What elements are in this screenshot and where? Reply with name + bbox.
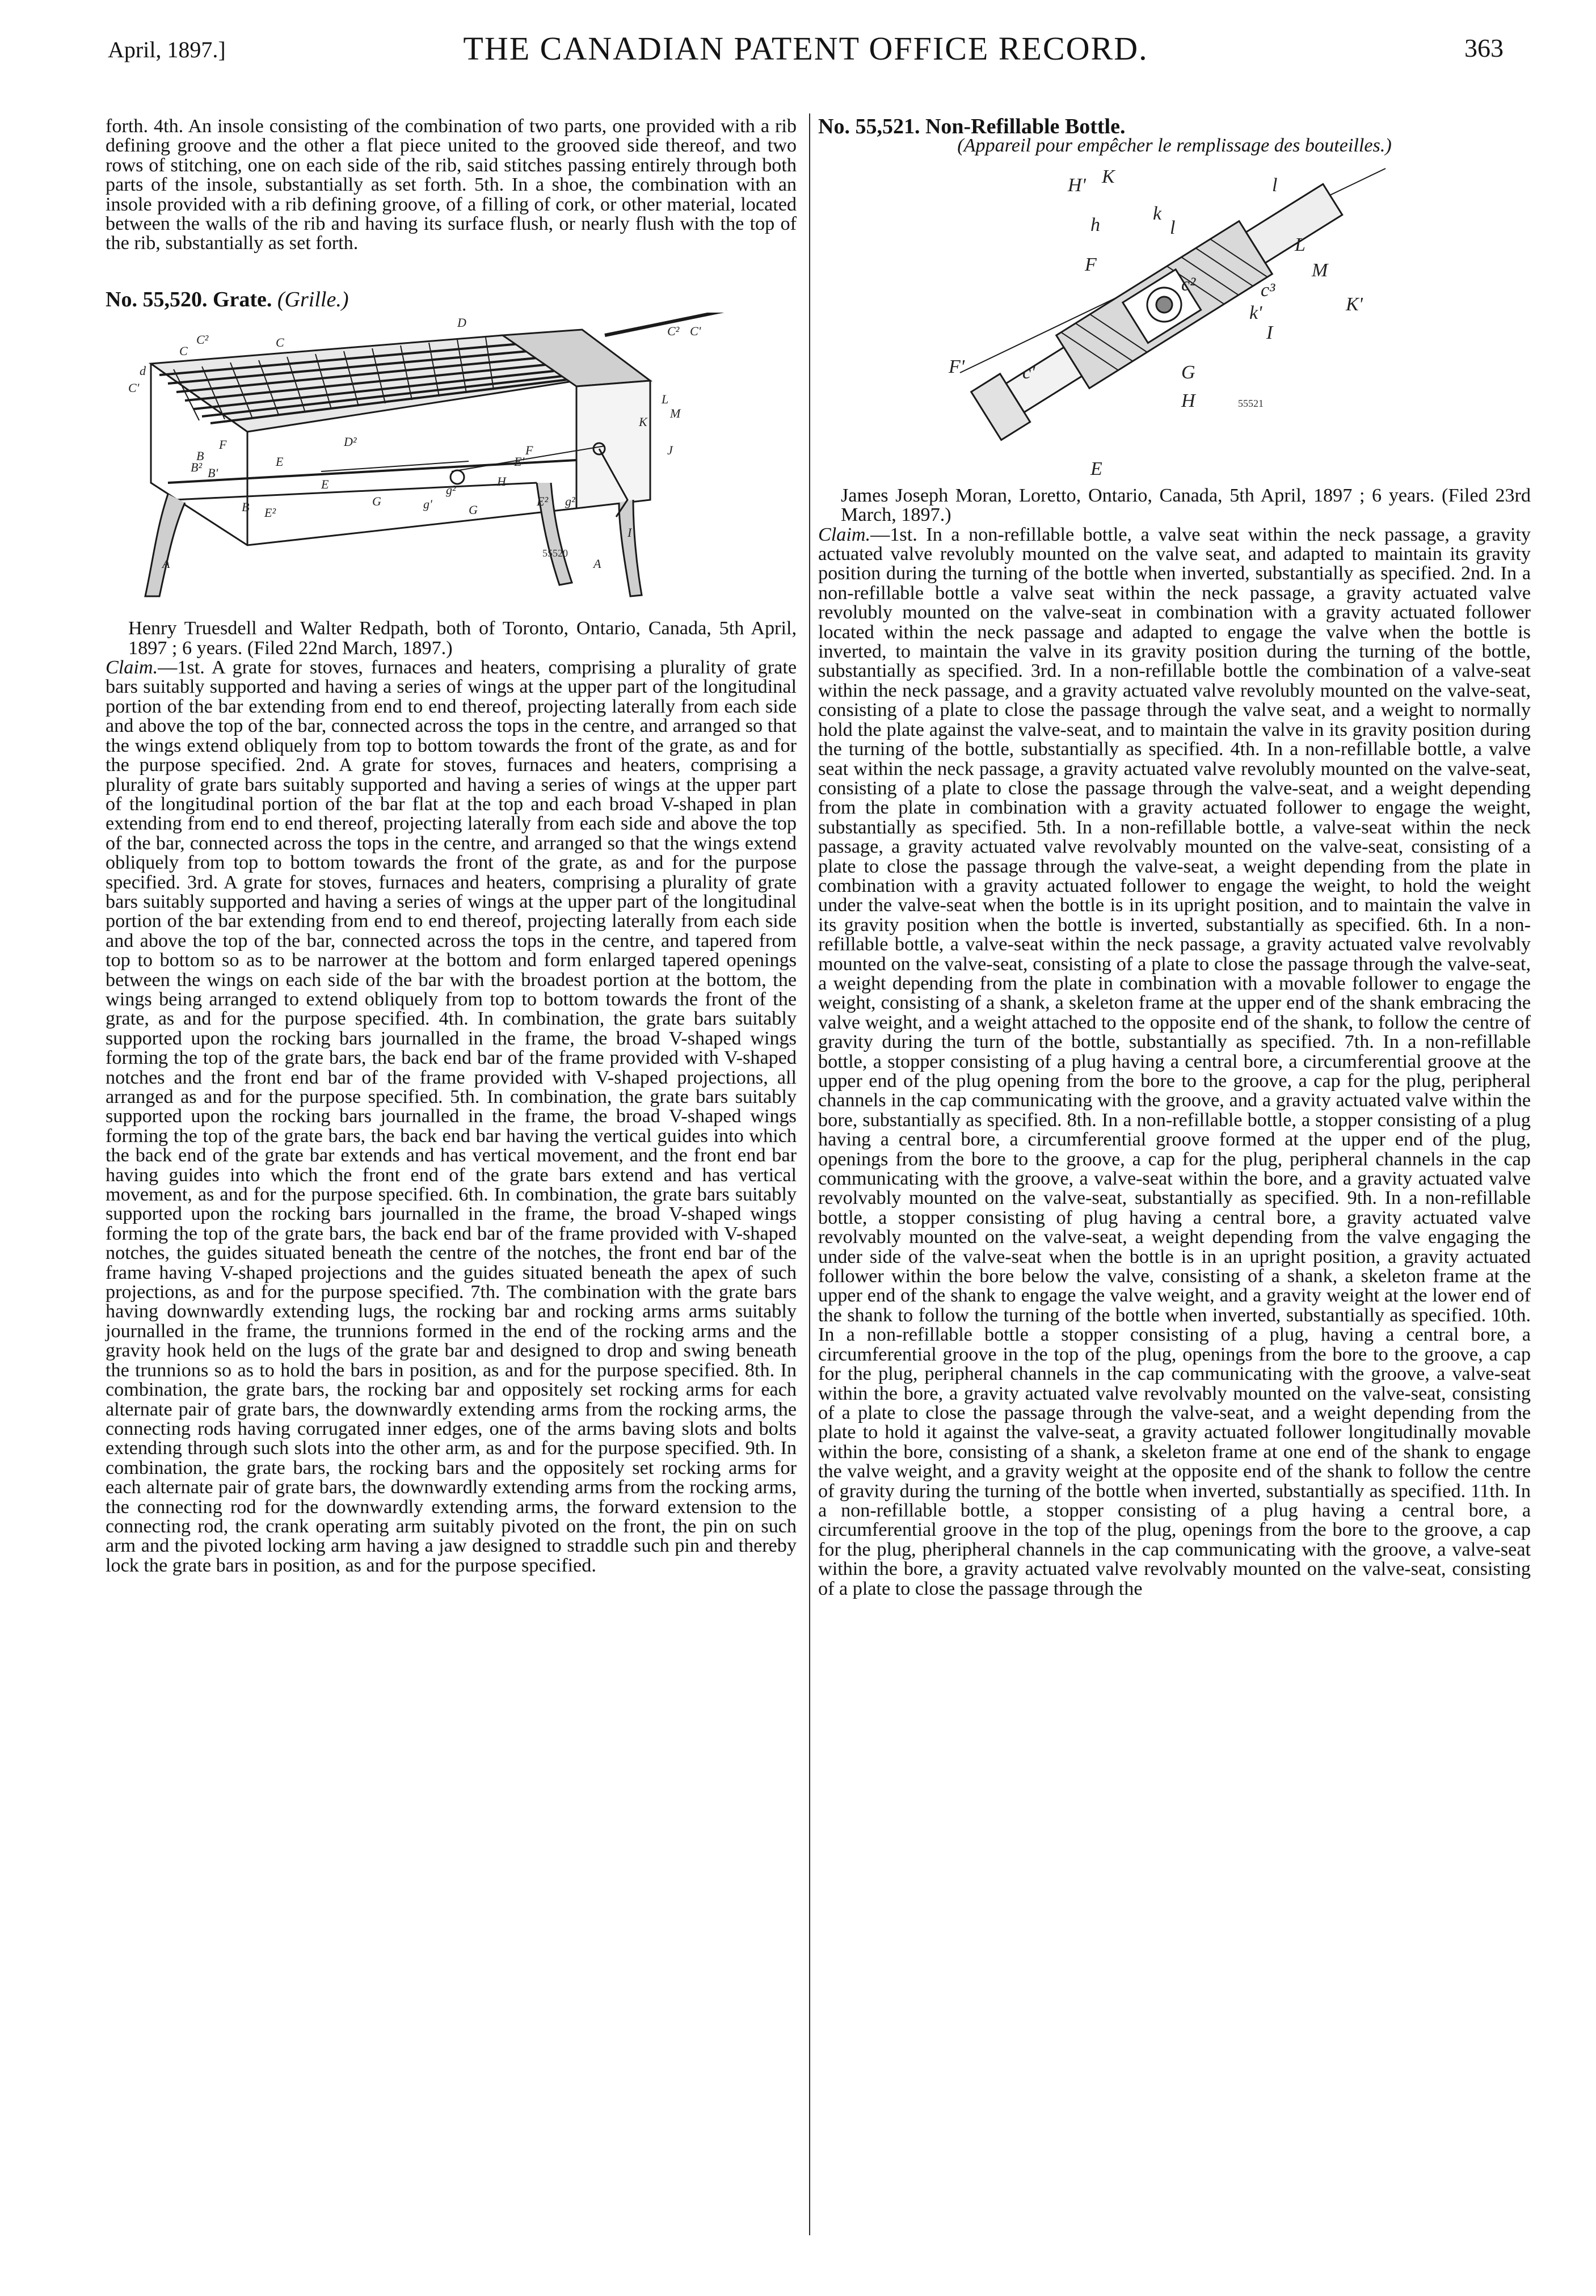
svg-text:d: d: [140, 364, 146, 378]
svg-text:B: B: [242, 500, 250, 515]
svg-text:H: H: [1181, 390, 1195, 411]
svg-text:C²: C²: [667, 324, 680, 339]
svg-text:I: I: [628, 525, 632, 540]
page-header: [108, 30, 1504, 75]
svg-text:C²: C²: [196, 332, 209, 347]
claims-text: —1st. A grate for stoves, furnaces and heaters, comprising a plurality of grate bars suitably supported and having a series of wings at the upper part of the longitudinal portion of the bar extending from end to end thereof, projecting laterally from each side and above the top of the bar, connected across the tops in the centre, and arranged so that the wings extend obliquely from top to bottom towards the front of the grate, as and for the purpose specified. 2nd. A grate for stoves, furnaces and heaters, comprising a plurality of grate bars suitably supported and having a series of wings at the upper part of the longitudinal portion of the bar flat at the top and each broad V-shaped in plan extending from end to end thereof, projecting laterally from each side and above the top of the bar, connected across the tops in the centre, and arranged so that the wings extend obliquely from top to bottom towards the front of the grate, as and for the purpose specified. 3rd. A grate for stoves, furnaces and heaters, comprising a plurality of grate bars suitably supported and having a series of wings at the upper part of the longitudinal portion of the bar extending from end to end thereof, projecting laterally from each side and above the top of the bar, connected across the tops in the centre, and tapered from top to bottom so as to be narrower at the bottom and form enlarged tapered openings between the wings on each side of the bar with the broadest portion at the bottom, the wings being arranged to extend obliquely from top to bottom towards the front of the grate, as and for the purpose specified. 4th. In combination, the grate bars suitably supported upon the rocking bars journalled in the frame, the broad V-shaped wings forming the top of the grate bars, the back end bar of the frame provided with V-shaped notches and the front end bar of the frame provided with V-shaped projections, all arranged as and for the purpose specified. 5th. In combination, the grate bars suitably supported upon the rocking bars journalled in the frame, the broad V-shaped wings forming the top of the grate bars, the back end bar having the vertical guides into which the back end of the grate bar extends and has vertical movement, and the front end bar having guides into which the front end of the grate bars extend and has vertical movement, as and for the purpose specified. 6th. In combination, the grate bars suitably supported upon the rocking bars journalled in the frame, the broad V-shaped wings forming the top of the grate bars, the back end bar of the frame provided with V-shaped notches, the guides situated beneath the centre of the notches, the front end bar of the frame having V-shaped projections and the guides situated beneath the apex of such projections, as and for the purpose specified. 7th. The combination with the grate bars having downwardly extending lugs, the rocking bar and rocking arms arms suitably journalled in the frame, the trunnions formed in the end of the rocking arms and the gravity hook held on the lugs of the grate bar and designed to drop and swing beneath the trunnions so as to hold the bars in position, as and for the purpose specified. 8th. In combination, the grate bars, the rocking bar and oppositely set rocking arms for each alternate pair of grate bars, the downwardly extending arms from the rocking arms, the connecting rods having corrugated inner edges, one of the arms baving slots and bolts extending through such slots into the other arm, as and for the purpose specified. 9th. In combination, the grate bars, the rocking bars and the oppositely set rocking arms for each alternate pair of grate bars, the downwardly extending arms from the rocking arms, the connecting rod for the downwardly extending arms, the forward extension to the connecting rod, the crank operating arm suitably pivoted on the front, the pin on such arm and the pivoted locking arm having a jaw designed to straddle such pin and thereby lock the grate bars in position, as and for the purpose specified.: [106, 657, 797, 1576]
claim-label: Claim.: [106, 657, 158, 679]
svg-text:E': E': [514, 454, 525, 469]
svg-text:D: D: [457, 315, 466, 330]
svg-text:c': c': [1022, 361, 1035, 383]
svg-text:K': K': [1346, 293, 1363, 315]
bottle-engraving: [818, 157, 1531, 486]
spacer: [106, 254, 797, 290]
svg-text:B: B: [196, 449, 204, 464]
svg-text:M: M: [1312, 259, 1328, 281]
claim-label: Claim.: [818, 524, 871, 545]
svg-text:K: K: [1102, 166, 1115, 187]
patent-heading-bottle: [818, 117, 1531, 136]
svg-text:B²: B²: [191, 460, 203, 475]
left-column: [106, 117, 797, 1575]
svg-text:C: C: [276, 335, 284, 350]
svg-text:D²: D²: [344, 435, 357, 449]
svg-text:L: L: [662, 392, 669, 407]
svg-text:A: A: [162, 557, 170, 571]
svg-text:C: C: [179, 344, 188, 359]
claims-bottle: [818, 525, 1531, 1599]
patent-number: No. 55,521.: [818, 115, 920, 138]
svg-text:g²: g²: [565, 494, 575, 509]
svg-text:H': H': [1068, 174, 1086, 196]
patent-french-title: (Appareil pour empêcher le remplissage des bouteilles.): [957, 135, 1392, 157]
svg-text:F: F: [1085, 254, 1097, 275]
inventor-bottle: James Joseph Moran, Loretto, Ontario, Canada, 5th April, 1897 ; 6 years. (Filed 23rd March, 1897.): [841, 485, 1531, 526]
column-divider: [809, 113, 810, 2235]
patent-number: No. 55,520.: [106, 287, 208, 311]
grate-figure: [106, 313, 797, 619]
svg-text:M: M: [670, 406, 681, 421]
right-column: [818, 117, 1531, 1599]
page-number: 363: [1464, 33, 1504, 62]
svg-text:E²: E²: [264, 505, 276, 520]
patent-title: Grate.: [212, 287, 272, 311]
svg-text:F': F': [949, 356, 965, 377]
svg-text:H: H: [497, 474, 506, 489]
svg-text:L: L: [1295, 234, 1306, 255]
svg-text:G: G: [372, 494, 381, 509]
svg-text:k': k': [1249, 302, 1262, 323]
grate-engraving: [106, 313, 797, 619]
grate-figure-number: 55520: [542, 547, 568, 559]
patent-title: Non-Refillable Bottle.: [925, 115, 1126, 138]
svg-text:I: I: [1266, 322, 1273, 343]
svg-text:K: K: [639, 415, 647, 429]
bottle-figure: [818, 157, 1531, 486]
continued-claims-text: forth. 4th. An insole consisting of the combination of two parts, one provided with a rib defining groove and the other a flat piece united to the grooved side thereof, and two rows of stitching, one on each side of the rib, said stitches passing entirely through both parts of the insole, substantially as set forth. 5th. In a shoe, the combination with an insole provided with a rib defining groove, of a filling of cork, or other material, located between the walls of the rib and having its surface flush, or nearly flush with the top of the rib, substantially as set forth.: [106, 116, 797, 254]
svg-text:h: h: [1090, 214, 1100, 235]
svg-text:c²: c²: [1181, 273, 1196, 295]
svg-text:E: E: [321, 477, 329, 492]
svg-text:E²: E²: [537, 494, 549, 509]
svg-text:F: F: [219, 437, 227, 452]
patent-heading-grate: [106, 287, 797, 311]
inventors-grate: Henry Truesdell and Walter Redpath, both of Toronto, Ontario, Canada, 5th April, 1897 ; 6 years. (Filed 22nd March, 1897.): [128, 618, 797, 659]
svg-text:B': B': [208, 466, 218, 481]
svg-text:C': C': [128, 381, 140, 395]
bottle-figure-number: 55521: [1238, 397, 1264, 409]
svg-text:C': C': [690, 324, 701, 339]
patent-french-title: (Grille.): [277, 287, 349, 311]
issue-date: April, 1897.]: [108, 37, 226, 62]
svg-text:A: A: [593, 557, 601, 571]
svg-text:G: G: [1181, 361, 1195, 383]
claims-text: —1st. In a non-refillable bottle, a valve seat within the neck passage, a gravity actuated valve revolubly mounted on the valve seat, and adapted to maintain its gravity position during the turning of the bottle when inverted, substantially as specified. 2nd. In a non-refillable bottle a valve seat within the neck passage, a gravity actuated valve revolubly mounted on the valve-seat in combination with a gravity actuated follower located within the neck passage and adapted to engage the valve when the bottle is inverted, to maintain the valve in its gravity position during the turning of the bottle, substantially as specified. 3rd. In a non-refillable bottle the combination of a valve-seat within the neck passage, and a gravity actuated valve revolubly mounted on the valve-seat, consisting of a plate to close the passage through the valve seat, and a weight to normally hold the plate against the valve-seat, and to maintain the valve in its gravity position during the turning of the bottle, substantially as specified. 4th. In a non-refillable bottle, a valve seat within the neck passage, a gravity actuated valve revolubly mounted on the valve-seat, consisting of a plate to close the passage through the valve-seat, and a weight depending from the plate in combination with a gravity actuated follower to engage the weight, substantially as specified. 5th. In a non-refillable bottle, a valve-seat within the neck passage, a gravity actuated valve revolvably mounted on the valve-seat, consisting of a plate to close the passage through the valve-seat, a weight depending from the plate in combination with a gravity actuated follower to engage the weight, to hold the weight under the valve-seat when the bottle is in its upright position, and to maintain the valve in its gravity position when the bottle is inverted, substantially as specified. 6th. In a non-refillable bottle, a valve-seat within the neck passage, a gravity actuated valve revolvably mounted on the valve-seat, consisting of a plate to close the passage through the valve-seat, a weight depending from the plate in combination with a movable follower to engage the weight, consisting of a shank, a skeleton frame at the upper end of the shank embracing the valve weight, and a weight attached to the opposite end of the shank, to follow the centre of gravity during the turn of the bottle, substantially as specified. 7th. In a non-refillable bottle, a stopper consisting of a plug having a central bore, a circumferential groove at the upper end of the plug opening from the bore to the groove, a cap for the plug, peripheral channels in the cap communicating with the groove, and a gravity actuated valve within the bore, substantially as specified. 8th. In a non-refillable bottle, a stopper consisting of a plug having a central bore, a circumferential groove formed at the upper end of the plug, openings from the bore to the groove, a cap for the plug, peripheral channels in the cap communicating with the groove, a valve-seat within the bore, and a gravity actuated valve revolvably mounted on the valve-seat, substantially as specified. 9th. In a non-refillable bottle, a stopper consisting of plug having a central bore, a gravity actuated valve revolvably mounted on the valve-seat, a weight depending from the valve engaging the under side of the valve-seat when the bottle is in an upright position, a gravity actuated follower within the bore below the valve, consisting of a shank, a skeleton frame at the upper end of the shank to engage the valve weight, and a gravity weight at the lower end of the shank to follow the turning of the bottle when inverted, substantially as specified. 10th. In a non-refillable bottle a stopper consisting of a plug, having a central bore, a circumferential groove in the top of the plug, openings from the bore to the groove, a cap for the plug, peripheral channels in the cap communicating with the groove, a valve-seat within the bore, a gravity actuated valve revolvably mounted on the valve-seat, consisting of a plate to close the passage through the valve-seat, and a weight depending from the plate to hold it against the valve-seat, a gravity actuated follower longitudinally movable within the bore, consisting of a shank, a skeleton frame at one end of the shank to engage the valve weight, and a gravity weight at the opposite end of the shank to follow the centre of gravity during the turning of the bottle when inverted, substantially as specified. 11th. In a non-refillable bottle, a stopper consisting of a plug having a central bore, a circumferential groove in the top of the plug, openings from the bore to the groove, a cap for the plug, pheripheral channels in the cap communicating with the groove, a valve-seat within the bore, a gravity actuated valve revolvably mounted on the valve-seat, consisting of a plate to close the passage through the: [818, 524, 1531, 1599]
publication-title: THE CANADIAN PATENT OFFICE RECORD.: [463, 30, 1148, 67]
claims-grate: [106, 658, 797, 1575]
svg-text:g': g': [423, 497, 432, 512]
svg-text:c³: c³: [1261, 279, 1275, 301]
svg-text:G: G: [469, 503, 478, 517]
svg-text:E: E: [1090, 458, 1102, 479]
svg-text:E: E: [276, 454, 284, 469]
svg-text:g²: g²: [446, 483, 456, 498]
svg-text:k: k: [1153, 203, 1162, 224]
svg-text:F: F: [525, 443, 533, 458]
svg-text:l: l: [1170, 217, 1176, 238]
svg-text:J: J: [667, 443, 673, 458]
svg-text:l: l: [1272, 174, 1278, 196]
